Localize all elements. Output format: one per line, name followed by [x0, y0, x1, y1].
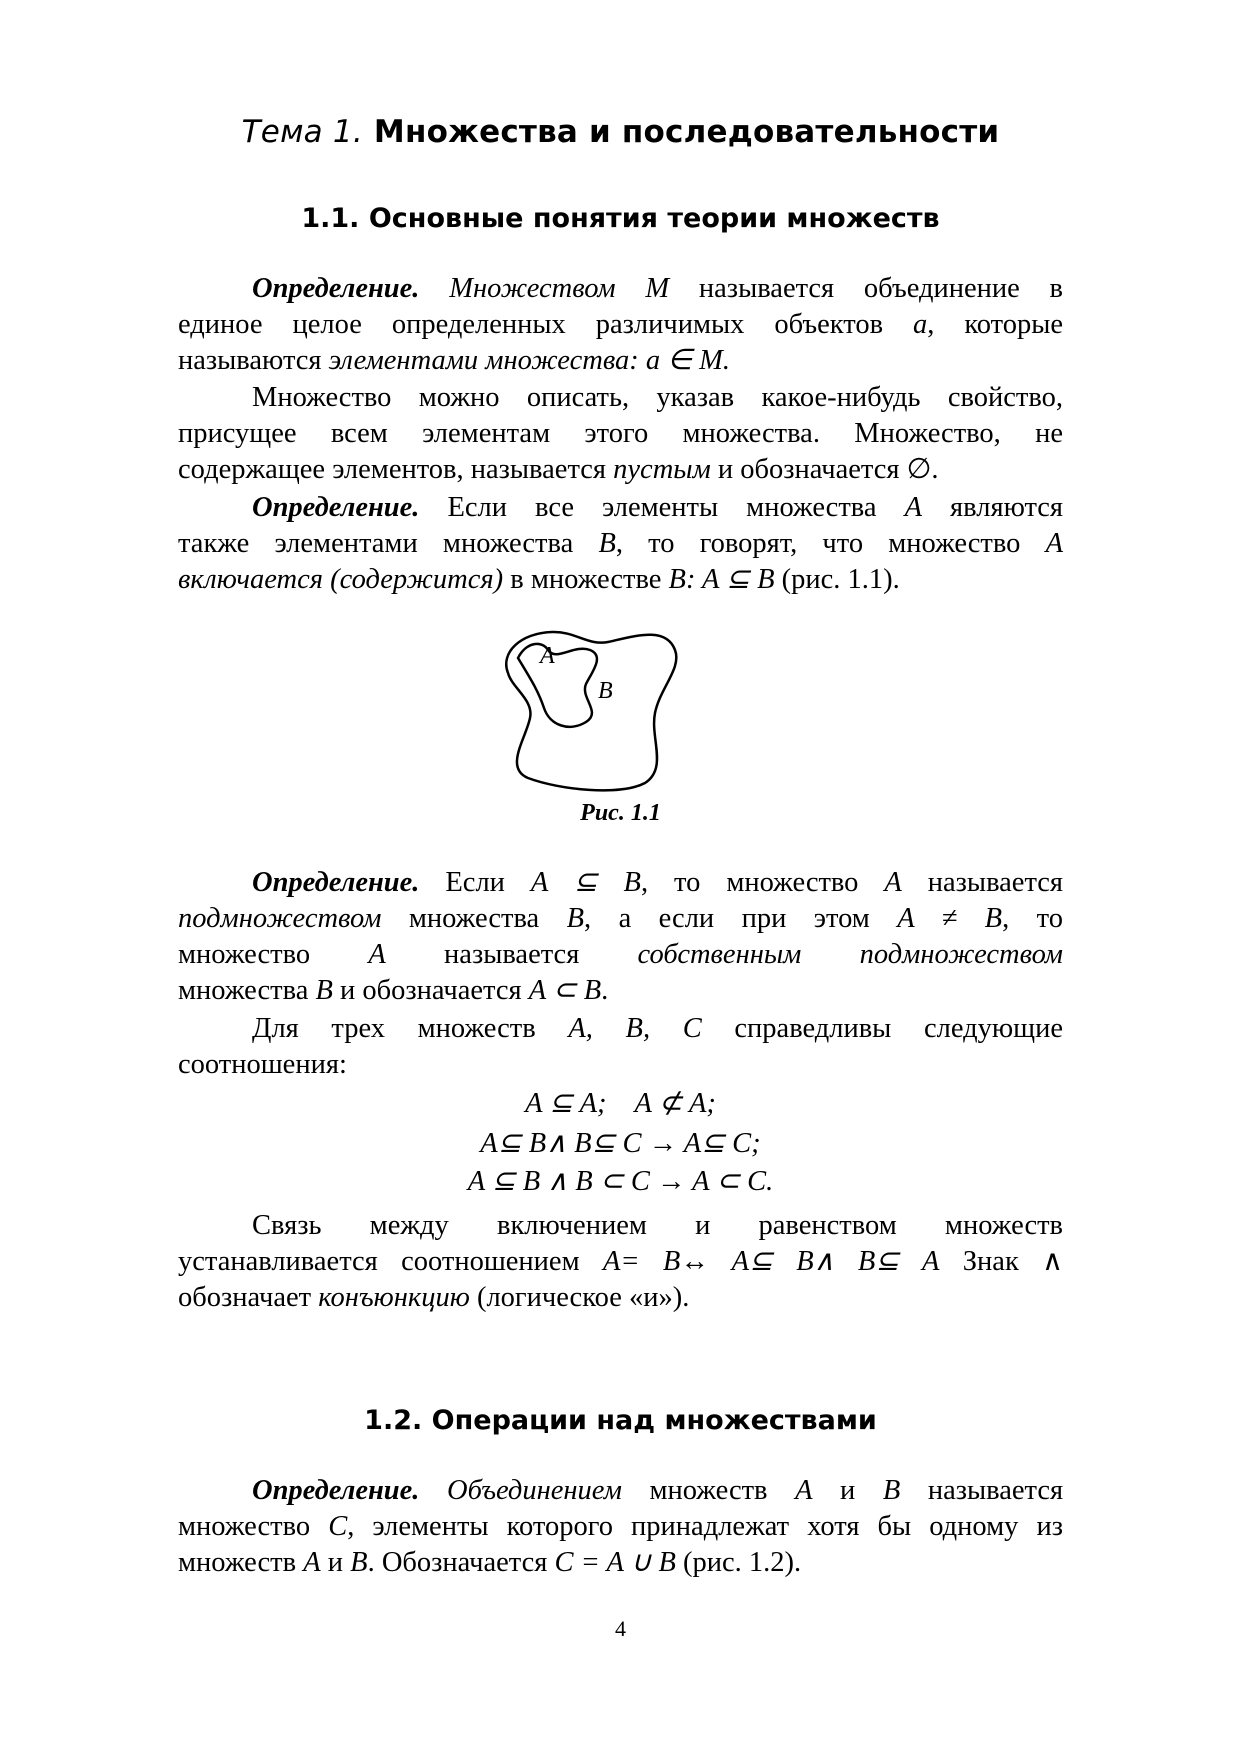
text: . Обозначается	[367, 1547, 548, 1578]
text: множество	[178, 1511, 311, 1542]
math-var: B	[350, 1547, 368, 1578]
paragraph-line	[178, 1509, 1063, 1545]
math-var: A	[795, 1475, 813, 1506]
math-expression: a ∈ M.	[645, 345, 731, 376]
math-var: A	[904, 492, 922, 523]
text: Знак ∧	[962, 1246, 1064, 1277]
set-a-label: A	[540, 643, 555, 669]
chapter-title-text: Множества и последовательности	[373, 114, 1000, 150]
text: множество	[178, 939, 311, 970]
section-title-1-2: 1.2. Операции над множествами	[364, 1405, 877, 1436]
set-b-label: B	[598, 678, 613, 704]
text: устанавливается соотношением	[178, 1246, 580, 1277]
paragraph-line	[178, 562, 1063, 598]
paragraph-line	[178, 973, 1063, 1009]
paragraph-line	[178, 526, 1063, 562]
text: множеств	[649, 1475, 768, 1506]
text: Если	[445, 867, 505, 898]
formula: A ⊆ B ∧ B ⊂ C → A ⊂ C.	[467, 1166, 774, 1197]
text: и обозначается ∅.	[717, 454, 939, 485]
math-var: A	[303, 1547, 321, 1578]
text: Множество можно описать, указав какое-нибудь свойство,	[252, 382, 1063, 413]
math-var: B	[315, 975, 333, 1006]
math-var: B	[566, 903, 585, 934]
text: и	[327, 1547, 344, 1578]
term: конъюнкцию	[318, 1282, 470, 1313]
term: подмножеством	[859, 939, 1063, 970]
definition-label: Определение.	[252, 273, 420, 304]
text: называется	[444, 939, 580, 970]
term: включается (содержится)	[178, 564, 504, 595]
paragraph-line	[178, 1244, 1063, 1280]
math-var: M	[645, 273, 670, 304]
paragraph-line	[178, 416, 1063, 452]
term: элементами множества:	[328, 345, 639, 376]
paragraph-line	[252, 490, 1063, 526]
math-expression: A, B, C	[568, 1013, 702, 1044]
definition-label: Определение.	[252, 492, 420, 523]
math-expression: A ⊂ B	[528, 975, 602, 1006]
text: .	[601, 975, 609, 1006]
chapter-title	[0, 114, 1241, 150]
term: Множеством	[449, 273, 616, 304]
text: (логическое «и»).	[476, 1282, 690, 1313]
text: Для трех множеств	[252, 1013, 536, 1044]
text: содержащее элементов, называется	[178, 454, 607, 485]
formula: A⊆ B∧ B⊆ C → A⊆ C;	[480, 1128, 761, 1159]
text: , то	[1002, 903, 1063, 934]
formula: A ⊆ A; A ⊄ A;	[525, 1088, 716, 1119]
text: и обозначается	[340, 975, 522, 1006]
paragraph-line	[252, 1208, 1063, 1244]
text: также элементами множества	[178, 528, 574, 559]
text: обозначает	[178, 1282, 312, 1313]
figure-venn-subset	[490, 628, 690, 793]
paragraph-line	[178, 1280, 1063, 1316]
math-var: a	[913, 309, 928, 340]
definition-label: Определение.	[252, 867, 420, 898]
section-title-1-1: 1.1. Основные понятия теории множеств	[301, 203, 940, 234]
math-expression: A ⊆ B	[530, 867, 641, 898]
text: Связь между включением и равенством множеств	[252, 1210, 1063, 1241]
text: , то множество	[640, 867, 859, 898]
text: в множестве	[510, 564, 662, 595]
chapter-topic-label: Тема 1.	[241, 114, 363, 150]
text: Если все элементы множества	[447, 492, 877, 523]
paragraph-line	[252, 1011, 1063, 1047]
definition-label: Определение.	[252, 1475, 420, 1506]
text: присущее всем элементам этого множества. Множество, не	[178, 418, 1063, 449]
text: называется	[927, 867, 1064, 898]
text: справедливы следующие	[734, 1013, 1064, 1044]
text: , элементы которого принадлежат хотя бы одному из	[347, 1511, 1063, 1542]
math-var: A	[368, 939, 386, 970]
math-expression: A= B↔ A⊆ B∧ B⊆ A	[602, 1246, 940, 1277]
text: множества	[408, 903, 540, 934]
term: Объединением	[446, 1475, 622, 1506]
text: (рис. 1.1).	[781, 564, 900, 595]
paragraph-line	[178, 937, 1063, 973]
math-expression: B: A ⊆ B	[668, 564, 775, 595]
paragraph-line	[252, 380, 1063, 416]
paragraph-line	[252, 271, 1063, 307]
text: называется	[927, 1475, 1064, 1506]
paragraph-line	[178, 307, 1063, 343]
math-var: C	[328, 1511, 348, 1542]
text: множества	[178, 975, 309, 1006]
term: собственным	[637, 939, 802, 970]
text: единое целое определенных различимых объектов	[178, 309, 884, 340]
paragraph-line	[178, 452, 1063, 488]
math-var: A	[884, 867, 902, 898]
paragraph-line	[178, 1047, 1063, 1083]
paragraph-line	[252, 1473, 1063, 1509]
term: подмножеством	[178, 903, 382, 934]
text: являются	[950, 492, 1064, 523]
text: называется объединение в	[698, 273, 1063, 304]
math-var: B	[598, 528, 616, 559]
text: , которые	[927, 309, 1064, 340]
math-expression: A ≠ B	[897, 903, 1003, 934]
math-var: A	[1045, 528, 1063, 559]
text: называются	[178, 345, 322, 376]
math-var: B	[882, 1475, 901, 1506]
page-number: 4	[615, 1616, 626, 1641]
term: пустым	[613, 454, 711, 485]
text: множеств	[178, 1547, 297, 1578]
paragraph-line	[178, 1545, 1063, 1581]
figure-caption: Рис. 1.1	[580, 800, 661, 826]
text: и	[840, 1475, 856, 1506]
paragraph-line	[178, 901, 1063, 937]
paragraph-line	[178, 343, 1063, 379]
text: , то говорят, что множество	[615, 528, 1021, 559]
paragraph-line	[252, 865, 1063, 901]
math-expression: C = A ∪ B	[554, 1547, 676, 1578]
text: соотношения:	[178, 1049, 347, 1080]
text: (рис. 1.2).	[683, 1547, 802, 1578]
text: , а если при этом	[584, 903, 870, 934]
